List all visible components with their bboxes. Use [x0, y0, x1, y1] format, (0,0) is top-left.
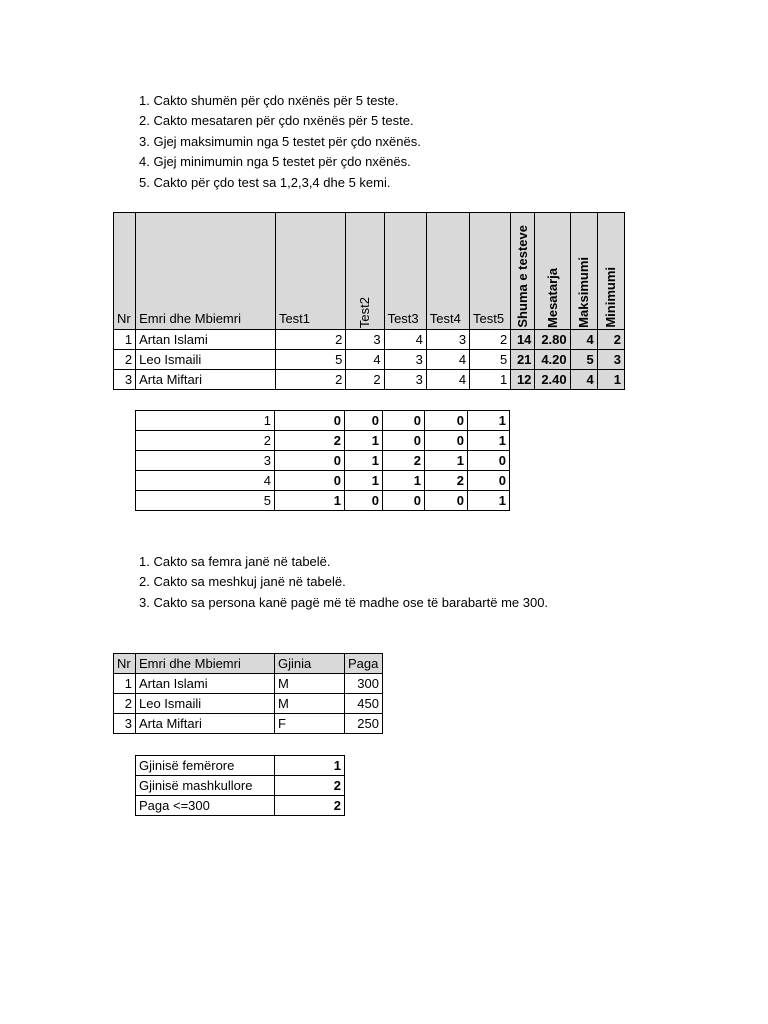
grade-cell: 3: [136, 451, 275, 471]
name-cell: Artan Islami: [136, 330, 276, 350]
instructions-list-2: [139, 552, 548, 613]
header-avg-cell: [535, 213, 570, 330]
test1-cell: 2: [275, 330, 345, 350]
table-row: [136, 756, 345, 776]
max-cell: 4: [570, 370, 597, 390]
grade-count-table: [135, 410, 510, 511]
count-cell: 1: [383, 471, 425, 491]
test4-cell: 4: [426, 370, 469, 390]
header-test1: Test1: [275, 213, 345, 330]
test4-cell: 4: [426, 350, 469, 370]
count-cell: 0: [425, 491, 468, 511]
header-test4: Test4: [426, 213, 469, 330]
table-row: [136, 471, 510, 491]
count-cell: 1: [425, 451, 468, 471]
count-cell: 0: [425, 411, 468, 431]
table-row: [136, 431, 510, 451]
instruction-item: 2. Cakto sa meshkuj janë në tabelë.: [139, 574, 346, 590]
count-cell: 0: [468, 451, 510, 471]
name-cell: Arta Miftari: [136, 714, 275, 734]
grade-cell: 5: [136, 491, 275, 511]
test1-cell: 5: [275, 350, 345, 370]
table-row: [114, 350, 625, 370]
count-cell: 0: [425, 431, 468, 451]
count-cell: 0: [275, 471, 345, 491]
sum-cell: 14: [511, 330, 535, 350]
test2-cell: 3: [346, 330, 384, 350]
summary-value: 2: [275, 796, 345, 816]
sum-cell: 12: [511, 370, 535, 390]
header-test3: Test3: [384, 213, 426, 330]
test5-cell: 2: [470, 330, 511, 350]
count-cell: 0: [345, 491, 383, 511]
count-cell: 1: [345, 471, 383, 491]
count-cell: 0: [275, 451, 345, 471]
min-cell: 2: [597, 330, 624, 350]
name-cell: Leo Ismaili: [136, 350, 276, 370]
pay-cell: 300: [345, 674, 383, 694]
count-cell: 1: [468, 411, 510, 431]
nr-cell: 2: [114, 694, 136, 714]
count-cell: 2: [425, 471, 468, 491]
sum-cell: 21: [511, 350, 535, 370]
table-row: [114, 674, 383, 694]
grade-cell: 1: [136, 411, 275, 431]
test5-cell: 1: [470, 370, 511, 390]
table-row: [114, 330, 625, 350]
min-cell: 1: [597, 370, 624, 390]
instruction-item: 5. Cakto për çdo test sa 1,2,3,4 dhe 5 kemi.: [139, 174, 391, 190]
test3-cell: 3: [384, 370, 426, 390]
gender-cell: F: [275, 714, 345, 734]
nr-cell: 1: [114, 674, 136, 694]
count-cell: 1: [468, 491, 510, 511]
table-row: [136, 451, 510, 471]
instruction-item: 4. Gjej minimumin nga 5 testet për çdo nxënës.: [139, 154, 411, 170]
test2-cell: 2: [346, 370, 384, 390]
header-test5: Test5: [470, 213, 511, 330]
summary-value: 2: [275, 776, 345, 796]
count-cell: 1: [345, 431, 383, 451]
header-nr: Nr: [114, 654, 136, 674]
test2-cell: 4: [346, 350, 384, 370]
instructions-list-1: [139, 91, 421, 193]
table-row: [114, 714, 383, 734]
nr-cell: 1: [114, 330, 136, 350]
summary-table: [135, 755, 345, 816]
test4-cell: 3: [426, 330, 469, 350]
nr-cell: 2: [114, 350, 136, 370]
gender-cell: M: [275, 674, 345, 694]
max-cell: 5: [570, 350, 597, 370]
table-row: [114, 370, 625, 390]
nr-cell: 3: [114, 370, 136, 390]
count-cell: 0: [468, 471, 510, 491]
count-cell: 0: [383, 431, 425, 451]
count-cell: 1: [468, 431, 510, 451]
nr-cell: 3: [114, 714, 136, 734]
count-cell: 0: [275, 411, 345, 431]
test1-cell: 2: [275, 370, 345, 390]
test3-cell: 3: [384, 350, 426, 370]
pay-cell: 250: [345, 714, 383, 734]
grades-table: [113, 212, 625, 390]
header-gender: Gjinia: [275, 654, 345, 674]
table-row: [136, 796, 345, 816]
header-test2-cell: [346, 213, 384, 330]
count-cell: 0: [383, 411, 425, 431]
header-pay: Paga: [345, 654, 383, 674]
avg-cell: 4.20: [535, 350, 570, 370]
name-cell: Leo Ismaili: [136, 694, 275, 714]
summary-label: Paga <=300: [136, 796, 275, 816]
header-name: Emri dhe Mbiemri: [136, 213, 276, 330]
test3-cell: 4: [384, 330, 426, 350]
header-sum: Shuma e testeve: [515, 225, 531, 328]
name-cell: Artan Islami: [136, 674, 275, 694]
min-cell: 3: [597, 350, 624, 370]
instruction-item: 2. Cakto mesataren për çdo nxënës për 5 teste.: [139, 113, 414, 129]
header-min-cell: [597, 213, 624, 330]
count-cell: 2: [383, 451, 425, 471]
table-row: [114, 694, 383, 714]
header-max-cell: [570, 213, 597, 330]
count-cell: 2: [275, 431, 345, 451]
count-cell: 1: [275, 491, 345, 511]
count-cell: 1: [345, 451, 383, 471]
header-min: Minimumi: [602, 267, 618, 328]
avg-cell: 2.80: [535, 330, 570, 350]
instruction-item: 1. Cakto sa femra janë në tabelë.: [139, 554, 331, 569]
salary-header-row: [114, 654, 383, 674]
instruction-item: 1. Cakto shumën për çdo nxënës për 5 teste.: [139, 93, 399, 108]
header-max: Maksimumi: [575, 257, 591, 328]
name-cell: Arta Miftari: [136, 370, 276, 390]
test5-cell: 5: [470, 350, 511, 370]
header-name: Emri dhe Mbiemri: [136, 654, 275, 674]
pay-cell: 450: [345, 694, 383, 714]
gender-cell: M: [275, 694, 345, 714]
grade-cell: 4: [136, 471, 275, 491]
summary-label: Gjinisë mashkullore: [136, 776, 275, 796]
grades-header-row: [114, 213, 625, 330]
max-cell: 4: [570, 330, 597, 350]
summary-label: Gjinisë femërore: [136, 756, 275, 776]
table-row: [136, 411, 510, 431]
table-row: [136, 491, 510, 511]
grade-cell: 2: [136, 431, 275, 451]
header-nr: Nr: [114, 213, 136, 330]
count-cell: 0: [345, 411, 383, 431]
summary-value: 1: [275, 756, 345, 776]
salary-table: [113, 653, 383, 734]
instruction-item: 3. Gjej maksimumin nga 5 testet për çdo nxënës.: [139, 133, 421, 149]
avg-cell: 2.40: [535, 370, 570, 390]
instruction-item: 3. Cakto sa persona kanë pagë më të madhe ose të barabartë me 300.: [139, 594, 549, 610]
header-avg: Mesatarja: [544, 268, 560, 328]
table-row: [136, 776, 345, 796]
header-sum-cell: [511, 213, 535, 330]
header-test2: Test2: [356, 296, 372, 328]
count-cell: 0: [383, 491, 425, 511]
